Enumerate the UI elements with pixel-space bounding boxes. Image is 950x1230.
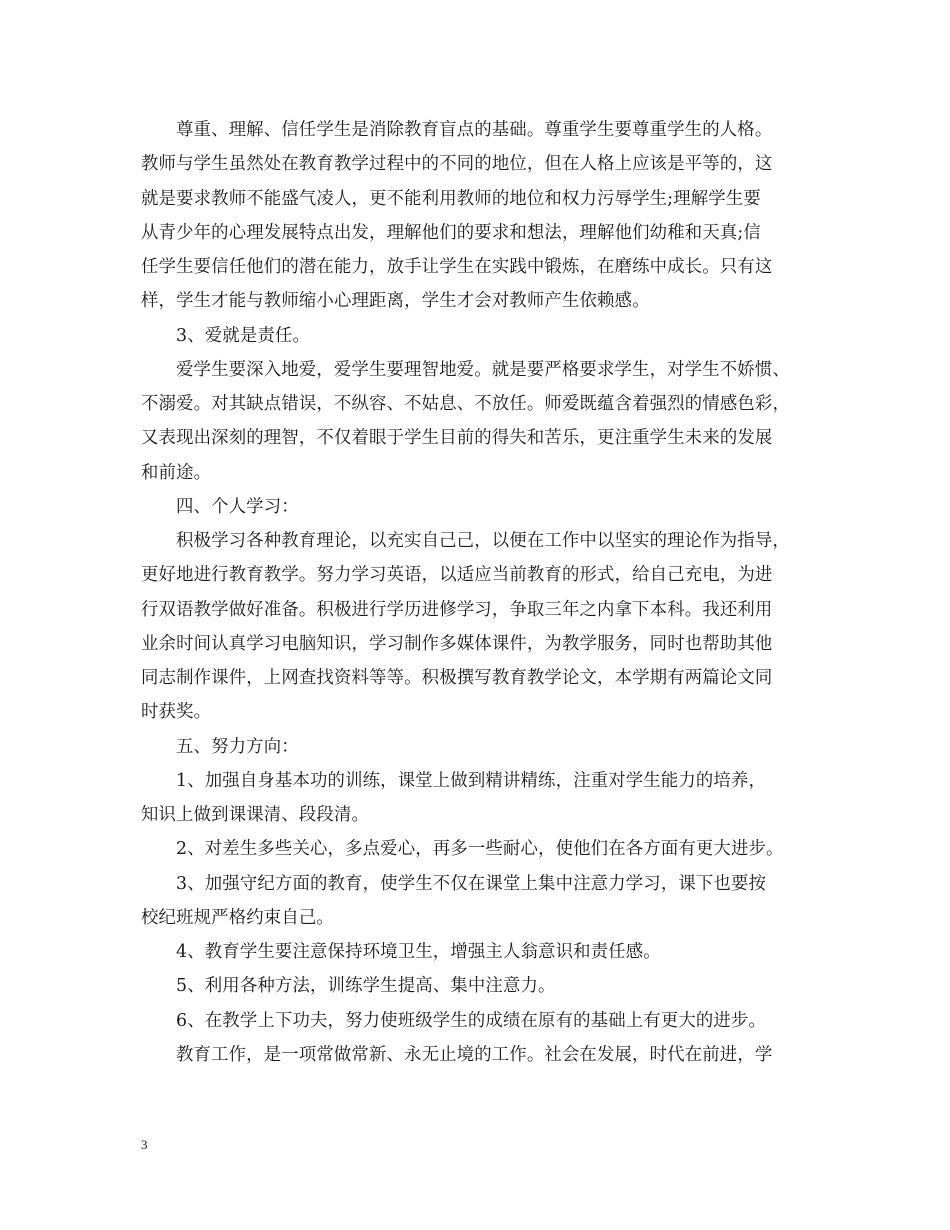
text-line: 6、在教学上下功夫，努力使班级学生的成绩在原有的基础上有更大的进步。: [176, 1010, 767, 1031]
text-line: 更好地进行教育教学。努力学习英语，以适应当前教育的形式，给自己充电，为进: [141, 565, 773, 586]
text-line: 业余时间认真学习电脑知识，学习制作多媒体课件，为教学服务，同时也帮助其他: [141, 633, 773, 654]
text-line: 3、爱就是责任。: [176, 325, 310, 346]
text-line: 教师与学生虽然处在教育教学过程中的不同的地位，但在人格上应该是平等的，这: [141, 154, 773, 175]
text-line: 又表现出深刻的理智，不仅着眼于学生目前的得失和苦乐，更注重学生未来的发展: [141, 428, 773, 449]
text-line: 积极学习各种教育理论，以充实自己己，以便在工作中以坚实的理论作为指导，: [176, 531, 790, 551]
text-line: 教育工作，是一项常做常新、永无止境的工作。社会在发展，时代在前进，学: [176, 1044, 773, 1065]
text-line: 同志制作课件，上网查找资料等等。积极撰写教育教学论文，本学期有两篇论文同: [141, 668, 773, 688]
text-line: 3、加强守纪方面的教育，使学生不仅在课堂上集中注意力学习，课下也要按: [176, 873, 767, 894]
text-line: 时获奖。: [141, 702, 212, 723]
text-line: 校纪班规严格约束自己。: [141, 907, 334, 928]
text-line: 爱学生要深入地爱，爱学生要理智地爱。就是要严格要求学生，对学生不娇惯、: [176, 359, 790, 380]
text-line: 四、个人学习：: [176, 496, 299, 517]
text-line: 任学生要信任他们的潜在能力，放手让学生在实践中锻炼，在磨练中成长。只有这: [141, 257, 773, 277]
text-line: 行双语教学做好准备。积极进行学历进修学习，争取三年之内拿下本科。我还利用: [141, 599, 773, 620]
text-line: 5、利用各种方法，训练学生提高、集中注意力。: [176, 976, 556, 997]
text-line: 五、努力方向：: [176, 736, 299, 757]
text-line: 不溺爱。对其缺点错误，不纵容、不姑息、不放任。师爱既蕴含着强烈的情感色彩，: [141, 394, 791, 414]
text-line: 尊重、理解、信任学生是消除教育盲点的基础。尊重学生要尊重学生的人格。: [176, 120, 773, 140]
page-number: 3: [141, 1137, 148, 1152]
text-line: 2、对差生多些关心，多点爱心，再多一些耐心，使他们在各方面有更大进步。: [176, 839, 784, 860]
text-line: 样，学生才能与教师缩小心理距离，学生才会对教师产生依赖感。: [141, 291, 650, 312]
text-line: 就是要求教师不能盛气凌人，更不能利用教师的地位和权力污辱学生;理解学生要: [141, 188, 761, 209]
document-body: [141, 113, 821, 1072]
text-line: 从青少年的心理发展特点出发，理解他们的要求和想法，理解他们幼稚和天真;信: [141, 222, 761, 243]
text-line: 4、教育学生要注意保持环境卫生，增强主人翁意识和责任感。: [176, 942, 661, 962]
text-line: 和前途。: [141, 462, 212, 483]
text-line: 知识上做到课课清、段段清。: [141, 805, 370, 825]
text-line: 1、加强自身基本功的训练，课堂上做到精讲精练，注重对学生能力的培养，: [176, 770, 767, 791]
